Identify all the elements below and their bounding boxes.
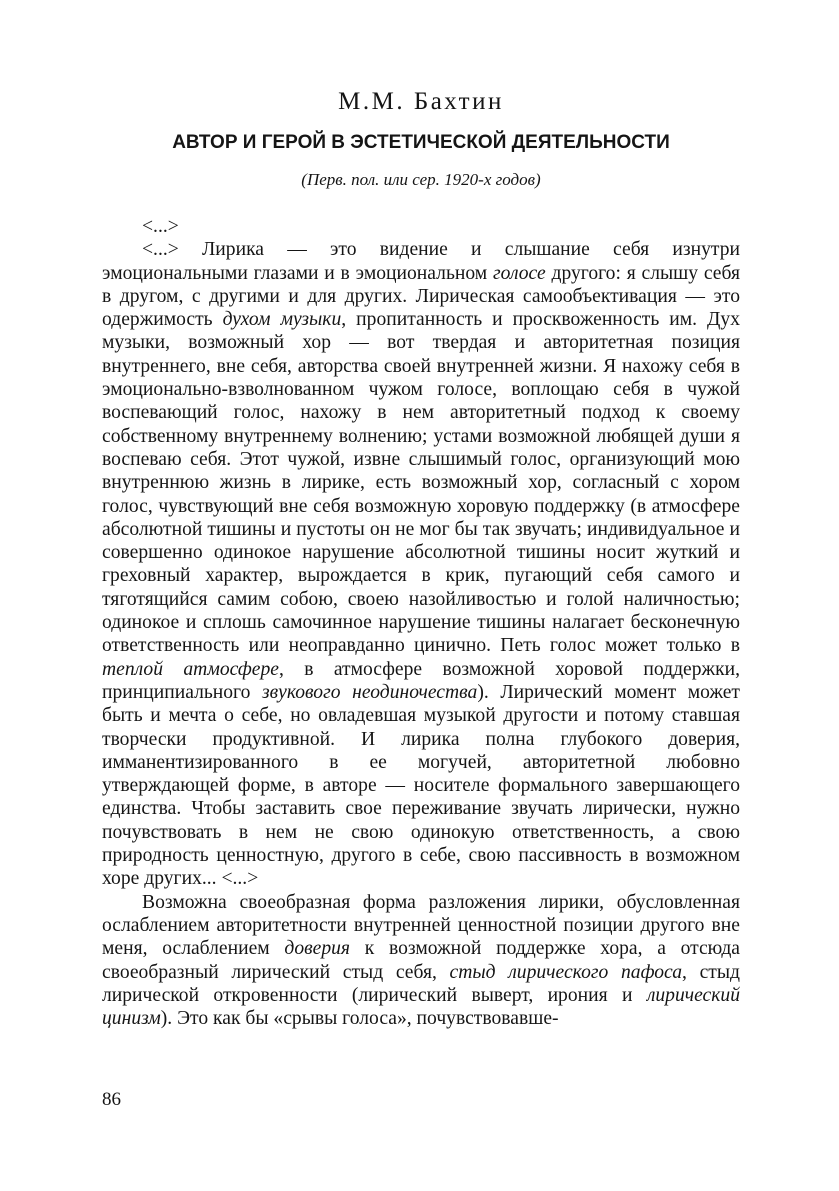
page-number: 86 [102,1089,121,1110]
emphasis: теплой атмосфере [102,658,279,680]
paragraph-1 [102,238,740,890]
emphasis: звукового неодиночества [261,681,478,703]
author-name: М.М. Бахтин [338,88,504,115]
text-run: , в атмосфере возможной хоровой поддержки, принципиального [102,658,740,703]
text-run: ). Это как бы «срывы голоса», почувствовавше- [160,1008,559,1030]
text-run: другого: я слышу себя в другом, с другими и для других. Лирическая самообъективация — это одержимость [102,262,740,331]
emphasis: духом музыки [222,309,342,331]
emphasis: голосе [493,262,546,284]
text-body [102,215,740,1030]
text-run: , пропитанность и просквоженность им. Дух музыки, возможный хор — вот твердая и авторитетная позиция внутреннего, вне себя, авторства своей внутренней жизни. Я нахожу себя в эмоционально-взволнованном чужом голосе, воплощаю себя в чужой воспевающий голос, нахожу в нем авторитетный подход к своему собственному внутреннему волнению; устами возможной любящей души я воспеваю себя. Этот чужой, извне слышимый голос, организующий мою внутреннюю жизнь в лирике, есть возможный хор, согласный с хором голос, чувствующий вне себя возможную хоровую поддержку (в атмосфере абсолютной тишины и пустоты он не мог бы так звучать; индивидуальное и совершенно одинокое нарушение абсолютной тишины носит жуткий и греховный характер, вырождается в крик, пугающий себя самого и тяготящийся самим собою, своею назойливостью и голой наличностью; одинокое и сплошь самочинное нарушение тишины налагает бесконечную ответственность или неоправданно цинично. Петь голос может только в [102,309,740,657]
emphasis: доверия [284,938,351,960]
text-run: , стыд лирической откровенности (лирический выверт, ирония и [102,961,740,1006]
text-run: к возможной поддержке хора, а отсюда своеобразный лирический стыд себя, [102,938,740,983]
essay-title: АВТОР И ГЕРОЙ В ЭСТЕТИЧЕСКОЙ ДЕЯТЕЛЬНОСТИ [172,132,670,153]
book-page [102,88,740,1030]
ellipsis-line: <...> [142,216,179,237]
emphasis: стыд лирического пафоса [449,961,683,983]
dating-note: (Перв. пол. или сер. 1920-х годов) [301,170,541,189]
text-run: Возможна своеобразная форма разложения лирики, обусловленная ослаблением авторитетности внутренней ценностной позиции другого вне меня, ослаблением [102,891,740,960]
emphasis: лирический цинизм [102,984,740,1030]
text-run: <...> Лирика — это видение и слышание себя изнутри эмоциональными глазами и в эмоциональном [102,239,740,284]
paragraph-2 [102,891,740,1031]
text-run: ). Лирический момент может быть и мечта о себе, но овладевшая музыкой другости и потому ставшая творчески продуктивной. И лирика полна глубокого доверия, имманентизированного в ее могучей, авторитетной любовно утверждающей форме, в авторе — носителе формального завершающего единства. Чтобы заставить свое переживание звучать лирически, нужно почувствовать в нем не свою одинокую ответственность, а свою природность ценностную, другого в себе, свою пассивность в возможном хоре других... <...> [102,681,740,890]
